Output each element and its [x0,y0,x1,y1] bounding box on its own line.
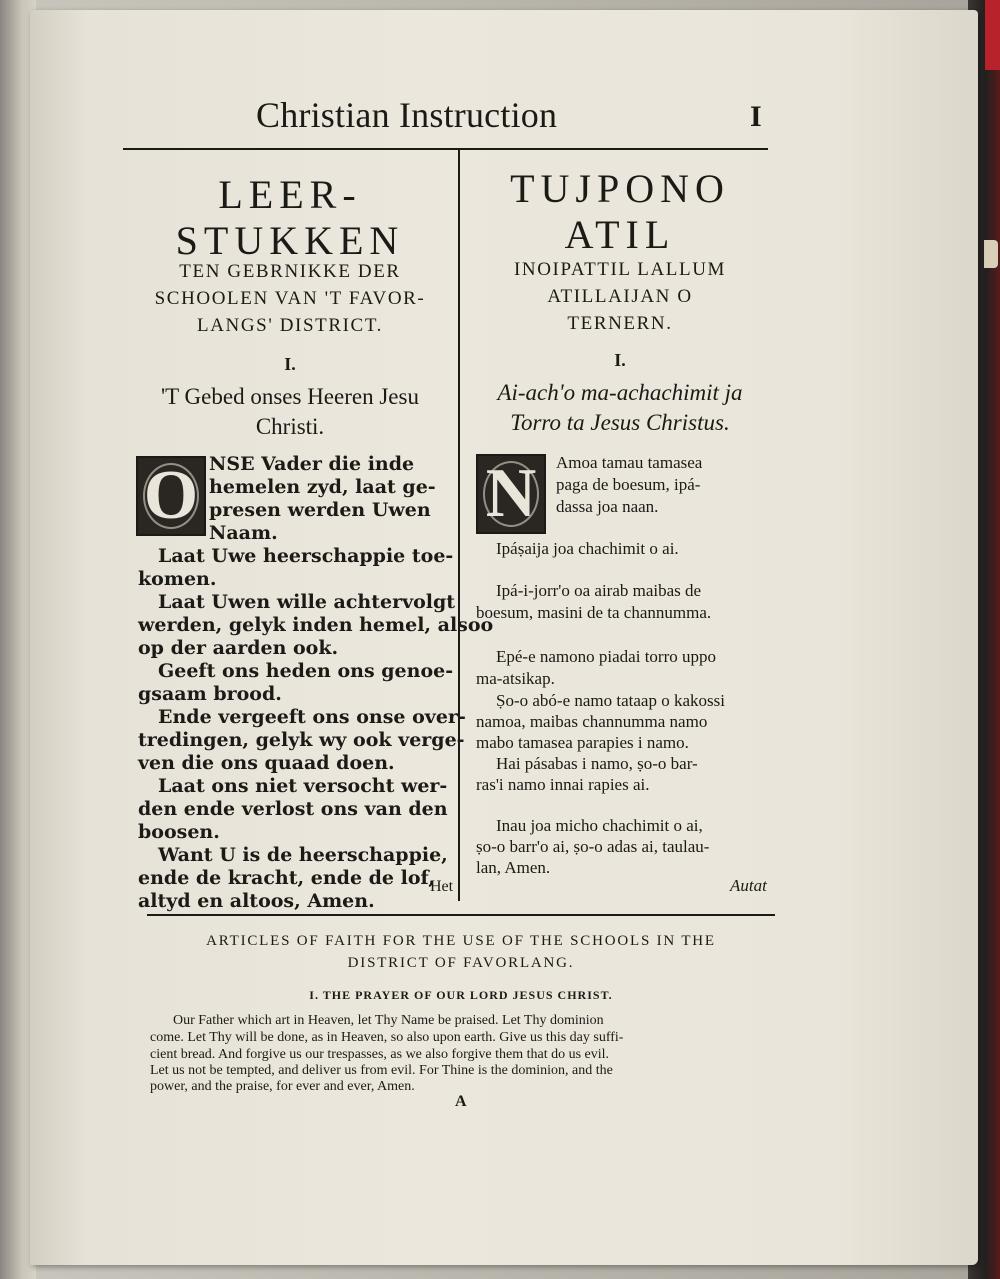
right-prayer-title-line: Torro ta Jesus Christus. [510,410,730,435]
right-catchword: Autat [730,876,767,895]
book-headband [985,0,1000,70]
english-text-line: Our Father which art in Heaven, let Thy Name be praised. Let Thy dominion [173,1013,604,1028]
left-subtitle-line: TEN GEBRNIKKE DER [179,261,401,282]
page-number: I [750,100,762,133]
right-text-line: Ṣo-o abó-e namo tataap o kakossi [496,691,725,710]
right-text-line: Ipáṣaija joa chachimit o ai. [496,539,679,558]
left-text-line: Want U is de heerschappie, [158,844,448,866]
right-title [470,166,770,258]
left-text-line: Laat Uwe heerschappie toe- [158,545,454,567]
right-section-number: I. [614,350,626,370]
right-prayer-title-line: Ai-ach'o ma-achachimit ja [497,380,743,405]
right-text-line: Amoa tamau tamasea [556,453,703,472]
left-text-line: NSE Vader die inde [209,453,415,475]
left-subtitle [120,258,460,339]
left-text-line: Laat Uwen wille achtervolgt [158,591,456,613]
right-dropcap-letter: N [485,455,537,532]
header-rule [123,148,768,150]
left-text-line: ende de kracht, ende de lof, [138,867,435,889]
right-title-line: ATIL [564,212,676,257]
right-text-line: ma-atsikap. [476,669,555,688]
english-title-line: ARTICLES OF FAITH FOR THE USE OF THE SCHOOLS IN THE [206,933,716,949]
left-text-line: Naam. [209,522,278,544]
english-text-line: Let us not be tempted, and deliver us from evil. For Thine is the dominion, and the [150,1063,613,1078]
left-text-line: gsaam brood. [138,683,282,705]
signature-mark: A [455,1093,467,1110]
left-text-line: Laat ons niet versocht wer- [158,775,448,797]
left-text-line: ven die ons quaad doen. [138,752,395,774]
left-prayer-title-line: Christi. [255,414,325,439]
left-title-line: LEER- [218,172,362,217]
left-text-line: Ende vergeeft ons onse over- [158,706,466,728]
english-title [150,930,772,974]
right-text-line: lan, Amen. [476,858,551,877]
left-dropcap-letter: O [143,457,199,534]
right-text-line: ṣo-o barr'o ai, ṣo-o adas ai, taulau- [476,837,710,856]
left-subtitle-line: LANGS' DISTRICT. [197,315,383,336]
left-text-line: presen werden Uwen [209,499,431,521]
running-title: Christian Instruction [256,95,558,135]
right-text-line: dassa joa naan. [556,497,659,516]
left-text-line: Geeft ons heden ons genoe- [158,660,454,682]
right-subtitle [470,256,770,337]
right-text-line: Ipá-i-jorr'o oa airab maibas de [496,581,702,600]
left-prayer-title-line: 'T Gebed onses Heeren Jesu [161,384,419,409]
right-text-line: boesum, masini de ta channumma. [476,603,712,622]
right-text-line: namoa, maibas channumma namo [476,712,708,731]
left-text-line: altyd en altoos, Amen. [138,890,375,912]
page-tab-marker [984,240,998,268]
english-title-line: DISTRICT OF FAVORLANG. [347,955,575,971]
right-title-line: TUJPONO [510,166,730,211]
right-text-line: Epé-e namono piadai torro uppo [496,647,716,666]
right-subtitle-line: INOIPATTIL LALLUM [513,259,727,280]
right-prayer-title [465,378,775,438]
left-prayer-title [120,382,460,442]
left-section-number: I. [284,354,296,374]
left-subtitle-line: SCHOOLEN VAN 'T FAVOR- [154,288,426,309]
left-text-line: hemelen zyd, laat ge- [209,476,436,498]
left-title-line: STUKKEN [175,218,405,263]
english-text-line: cient bread. And forgive us our trespasses, as we also forgive them that do us evil. [150,1047,610,1062]
right-dropcap-ornament [476,454,546,534]
english-text-line: come. Let Thy will be done, as in Heaven, so also upon earth. Give us this day suffi- [150,1030,624,1045]
left-text-line: werden, gelyk inden hemel, alsoo [138,614,494,636]
left-catchword: Het [430,878,454,895]
left-text-line: tredingen, gelyk wy ook verge- [138,729,465,751]
right-text-line: ras'i namo innai rapies ai. [476,775,650,794]
right-subtitle-line: ATILLAIJAN O [547,286,693,307]
english-text-line: power, and the praise, for ever and ever, Amen. [150,1079,415,1094]
left-title [130,172,450,264]
left-dropcap-ornament [136,456,206,536]
english-section-title: I. THE PRAYER OF OUR LORD JESUS CHRIST. [309,988,613,1002]
right-subtitle-line: TERNERN. [567,313,673,334]
right-text-line: paga de boesum, ipá- [556,475,701,494]
translation-rule [147,914,775,916]
left-text-line: boosen. [138,821,220,843]
right-text-line: Hai pásabas i namo, ṣo-o bar- [496,754,698,773]
right-text-line: Inau joa micho chachimit o ai, [496,816,703,835]
left-text-line: komen. [138,568,217,590]
right-text-line: mabo tamasea parapies i namo. [476,733,689,752]
left-text-line: den ende verlost ons van den [138,798,448,820]
left-text-line: op der aarden ook. [138,637,339,659]
